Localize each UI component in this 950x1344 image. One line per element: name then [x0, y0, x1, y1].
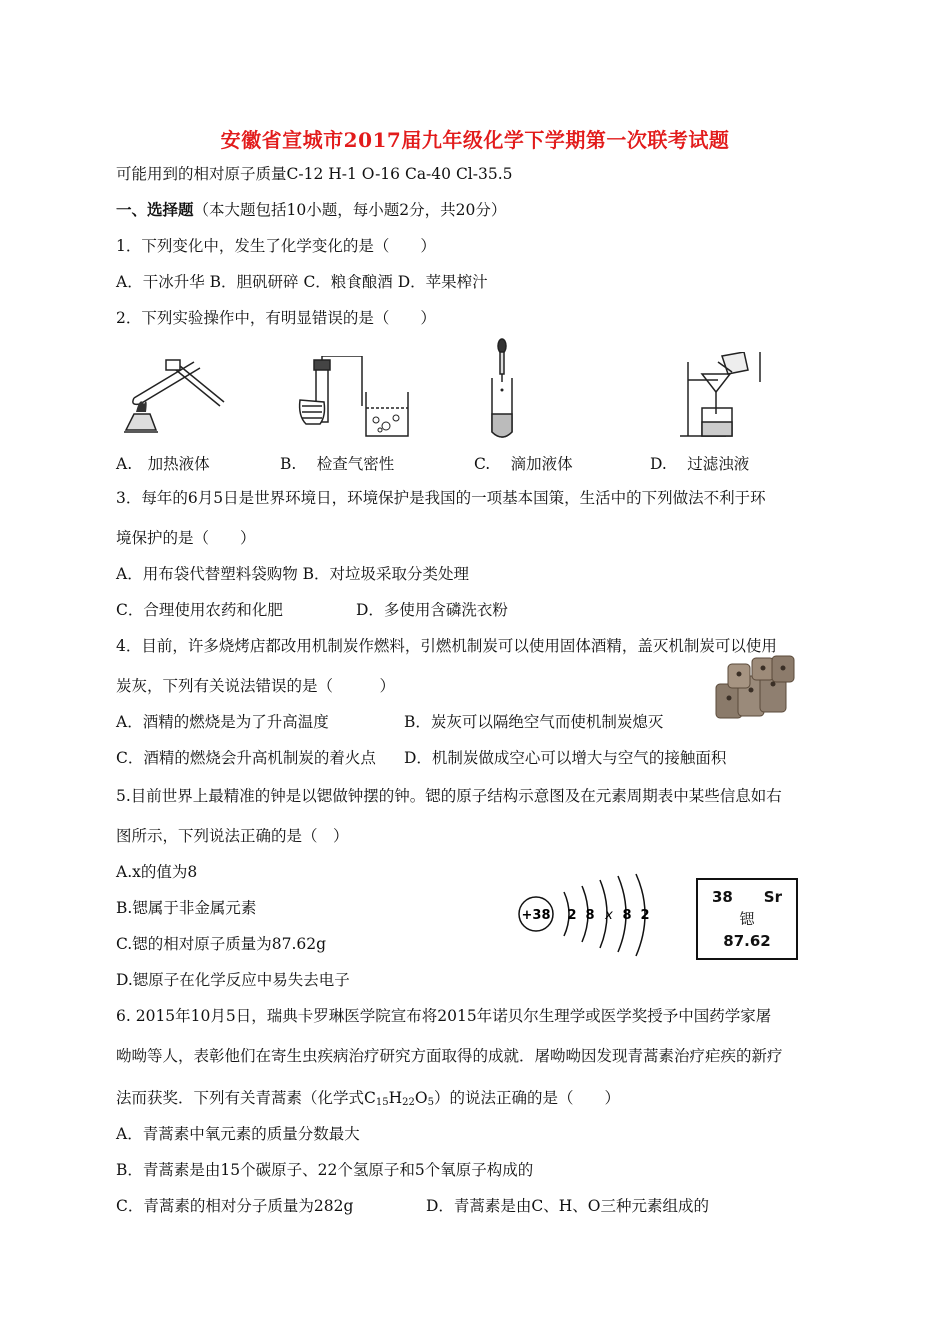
shell-2-electrons: 8	[585, 908, 595, 923]
q6-option-d: D．青蒿素是由C、H、O三种元素组成的	[426, 1197, 710, 1215]
q6-stem-post: ）的说法正确的是（ ）	[433, 1089, 620, 1107]
shell-1-electrons: 2	[567, 908, 577, 923]
q5-stem-line1: 5.目前世界上最精准的钟是以锶做钟摆的钟。锶的原子结构示意图及在元素周期表中某些信息如右	[116, 787, 782, 805]
q1-options: A．干冰升华 B．胆矾研碎 C．粮食酿酒 D．苹果榨汁	[116, 273, 488, 291]
q5-stem-line2: 图所示，下列说法正确的是（ ）	[116, 827, 349, 845]
q6-option-a: A．青蒿素中氧元素的质量分数最大	[116, 1125, 360, 1143]
q2-option-d: D. 过滤浊液	[650, 455, 750, 473]
q3-options-ab: A．用布袋代替塑料袋购物 B．对垃圾采取分类处理	[116, 565, 470, 583]
q2-stem: 2．下列实验操作中，有明显错误的是（ ）	[116, 309, 436, 327]
q5-option-b: B.锶属于非金属元素	[116, 899, 257, 917]
q5-option-c: C.锶的相对原子质量为87.62g	[116, 935, 327, 953]
q4-stem-line1: 4．目前，许多烧烤店都改用机制炭作燃料，引燃机制炭可以使用固体酒精，盖灭机制炭可以使用	[116, 637, 777, 655]
charcoal-image	[710, 654, 800, 724]
q6-stem-line2: 呦呦等人，表彰他们在寄生虫疾病治疗研究方面取得的成就．屠呦呦因发现青蒿素治疗疟疾的新疗	[116, 1047, 783, 1065]
q3-option-c: C．合理使用农药和化肥	[116, 601, 283, 619]
shell-3-electrons: x	[605, 908, 613, 923]
q6-stem-line1: 6. 2015年10月5日，瑞典卡罗琳医学院宣布将2015年诺贝尔生理学或医学奖授予中国药学家屠	[116, 1007, 772, 1025]
dropping-liquid-figure	[484, 338, 524, 442]
element-name: 锶	[739, 910, 755, 928]
q1-stem: 1．下列变化中，发生了化学变化的是（ ）	[116, 237, 436, 255]
q6-stem-pre: 法而获奖．下列有关青蒿素（化学式C	[116, 1089, 376, 1107]
formula-sub-o: 5	[427, 1097, 434, 1108]
q4-option-d: D．机制炭做成空心可以增大与空气的接触面积	[404, 749, 727, 767]
nucleus-charge: +38	[521, 908, 551, 923]
q2-option-a: A. 加热液体	[116, 455, 210, 473]
q5-option-a: A.x的值为8	[116, 863, 198, 881]
shell-5-electrons: 2	[640, 908, 650, 923]
atom-structure-diagram	[516, 872, 666, 958]
formula-o: O	[414, 1089, 428, 1107]
q4-stem-line2: 炭灰，下列有关说法错误的是（ ）	[116, 677, 396, 695]
shell-4-electrons: 8	[622, 908, 632, 923]
q2-option-c: C. 滴加液体	[474, 455, 573, 473]
formula-h: H	[388, 1089, 403, 1107]
q3-stem-line2: 境保护的是（ ）	[116, 529, 256, 547]
section-heading	[116, 200, 506, 220]
air-tightness-figure	[296, 356, 416, 440]
formula-sub-h: 22	[402, 1097, 415, 1108]
q5-option-d: D.锶原子在化学反应中易失去电子	[116, 971, 350, 989]
q3-option-d: D．多使用含磷洗衣粉	[356, 601, 508, 619]
q4-option-b: B．炭灰可以隔绝空气而使机制炭熄灭	[404, 713, 664, 731]
atomic-mass: 87.62	[723, 932, 771, 950]
section-note: （本大题包括10小题，每小题2分，共20分）	[193, 201, 507, 219]
q6-stem-line3	[116, 1088, 620, 1113]
formula-sub-c: 15	[375, 1097, 389, 1108]
section-title: 一、选择题	[116, 200, 194, 219]
q2-option-b: B. 检查气密性	[280, 455, 395, 473]
filtering-figure	[676, 352, 766, 442]
atomic-number: 38	[712, 888, 733, 906]
q4-option-c: C．酒精的燃烧会升高机制炭的着火点	[116, 749, 376, 767]
q4-option-a: A．酒精的燃烧是为了升高温度	[116, 713, 329, 731]
periodic-table-cell	[696, 878, 798, 960]
element-symbol: Sr	[763, 888, 782, 906]
q6-option-c: C．青蒿素的相对分子质量为282g	[116, 1197, 354, 1215]
q3-stem-line1: 3．每年的6月5日是世界环境日，环境保护是我国的一项基本国策，生活中的下列做法不利于环	[116, 489, 766, 507]
atomic-masses: 可能用到的相对原子质量C-12 H-1 O-16 Ca-40 Cl-35.5	[116, 165, 513, 183]
heating-liquid-figure	[116, 352, 226, 442]
q6-option-b: B．青蒿素是由15个碳原子、22个氢原子和5个氧原子构成的	[116, 1161, 534, 1179]
page-title: 安徽省宣城市2017届九年级化学下学期第一次联考试题	[220, 128, 730, 152]
